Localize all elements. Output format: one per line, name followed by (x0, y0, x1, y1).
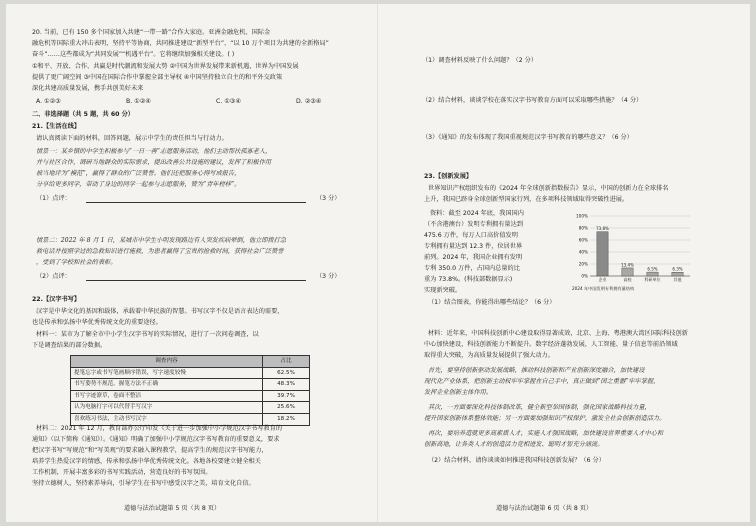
y-tick-label: 60% (578, 237, 588, 243)
q22-material2-line6: 坚持立德树人，坚持素养导向，引导学生在书写中感受汉字之美，培育文化自信。 (32, 480, 255, 487)
q21-scene1-line3: 被当地评为“模范”，赢得了群众的广泛赞誉。他们还把服务心得写成报告， (36, 170, 241, 177)
q21-scene2-line3: ，受到了学校和社会的表彰。 (36, 259, 117, 266)
q22-material2-line4: 培养学生热爱汉字的情感，传承和弘扬中华优秀传统文化。各地各校要建立健全相关 (32, 458, 261, 465)
q22-material2-line1: 材料二：2021 年 12 月，教育部办公厅印发《关于进一步加强中小学规范汉字书写教育的 (36, 425, 283, 432)
patent-bar-chart (568, 206, 696, 292)
q21-scene1-line4: 分享给更多同学，带动了身边的同学一起参与志愿服务，赞为“青年榜样”。 (36, 181, 241, 188)
q23-chart-text8: 实现新突破。 (424, 287, 462, 294)
answer-line (86, 202, 306, 203)
q22-ask3: （3）《通知》的发布体现了我国重视规范汉字书写教育的哪些意义？（6 分） (422, 134, 633, 141)
q22-intro1: 汉字是中华文化的基因和载体，承载着中华民族的智慧。书写汉字不仅是语言表达的需要， (36, 308, 284, 315)
table-row (71, 379, 310, 391)
y-tick-label: 100% (576, 213, 588, 219)
y-tick-label: 40% (578, 249, 588, 255)
table-row (71, 390, 310, 402)
x-tick-label: 其他 (673, 277, 682, 282)
x-tick-label: 科研单位 (644, 277, 661, 282)
table-header-row (71, 356, 310, 368)
q23-intro1: 世界知识产权组织发布的《2024 年全球创新指数报告》显示，中国的创新力在全球排名 (428, 185, 669, 192)
q24-material-line1: 材料：近年来，中国科技创新中心建设取得显著成效，北京、上海、粤港澳大湾区国际科技创新 (428, 330, 688, 337)
table-cell: 书写字迹潦草，卷面不整洁 (71, 390, 263, 402)
q24-handwritten-line1: 首先，要坚持创新驱动发展战略，推动科技创新和产业创新深度融合，加快建设 (428, 367, 645, 374)
q20-line2: 融危机等国际重大冲击表明，坚持平等协商，共同推进建设“新型平台”、“以 10 万个项目为共建的全新格局” (32, 40, 329, 47)
q20-option1: ①和平、开放、合作、共赢是时代潮流和发展大势 ②中国为世界发展带来新机遇，世界为中国发展 (32, 63, 299, 70)
q22-material1-line2: 下是调查结果的部分数据。 (32, 342, 107, 349)
q20-choice-c: C. ①③④ (216, 98, 241, 105)
q22-ask2: （2）结合材料，谈谈学校在落实汉字书写教育方面可以采取哪些措施？（4 分） (422, 97, 643, 104)
q20-line3: 奋斗”……这些都成为“共同发展”“机遇平台”。它将继续加强相关建设。( ) (32, 51, 235, 58)
q24-material-line3: 取得重大突破，为高质量发展提供了强大动力。 (424, 352, 554, 359)
q21-title: 21.【生活在线】 (32, 123, 81, 130)
q21-scene1-line2: 并与社区合作，调研当地群众的实际需求，提出改善公共设施的建议，发挥了积极作用 (36, 159, 272, 166)
right-page (378, 4, 750, 522)
bar-科研单位 (647, 272, 658, 276)
q20-choice-a: A. ①②③ (36, 98, 61, 105)
bar-高校 (622, 268, 633, 276)
bar-value-label: 13.4% (621, 262, 634, 268)
q23-chart-text7: 重为 73.8%。(科技部数据显示) (424, 276, 513, 283)
x-tick-label: 企业 (598, 277, 607, 282)
page-footer: 道德与法治试题第 5 页（共 8 页） (124, 505, 221, 512)
table-cell: 62.5% (263, 367, 310, 379)
q24-handwritten-line3: 发挥企业创新主体作用。 (424, 389, 493, 396)
q23-chart-text3: 475.6 万件，每万人口高价值发明 (424, 232, 518, 239)
q22-material2-line3: 把汉字书写“写规范”和“写美观”的要求融入课程教学，提高学生的规范汉字书写能力， (32, 447, 268, 454)
scanned-exam-sheet (6, 4, 750, 522)
q23-intro2: 上升，我国已跻身全球创新型国家行列，在多项科技领域取得突破性进展。 (424, 196, 629, 203)
page-fold (377, 4, 378, 522)
q24-handwritten-line7: 创新高地，让各类人才的创造活力竞相迸发、聪明才智充分涌流。 (424, 441, 604, 448)
bar-value-label: 6.3% (672, 266, 683, 272)
q23-chart-text5: 前列。2024 年，我国企业拥有发明 (424, 254, 523, 261)
q24-handwritten-line2: 现代化产业体系，把创新主动权牢牢掌握在自己手中，真正做到“国之重器”牢牢掌握， (424, 378, 660, 385)
q23-chart-text4: 专利拥有量达到 12.3 件，位居世界 (424, 243, 523, 250)
bar-其他 (672, 272, 683, 276)
q21-scene2-line2: 救电话并按照学过的急救知识进行施救，为患者赢得了宝贵的抢救时间，获得社会广泛赞誉 (36, 248, 284, 255)
q22-title: 22.【汉字书写】 (32, 296, 81, 303)
table-row (71, 367, 310, 379)
q21-scene1-line1: 情景一：某乡镇的中学生积极参与“一日一善”志愿服务活动，他们主动帮扶孤寡老人， (36, 148, 272, 155)
bar-value-label: 6.5% (647, 266, 658, 272)
section-two-heading: 二、非选择题（共 5 题，共 60 分） (32, 111, 134, 118)
q23-title: 23.【创新发展】 (424, 173, 473, 180)
q20-option2: 提供了更广阔空间 ③中国在国际合作中掌握全部主导权 ④中国坚持独立自主的和平外交政策 (32, 74, 283, 81)
q21-scene2-line1: 情景二：2022 年 8 月 1 日，某城市中学生小明发现路边有人突发疾病晕倒，他立即拨打急 (36, 237, 287, 244)
q21-score1: （3 分） (316, 195, 341, 202)
chart-caption: 2024 年中国发明专利拥有量结构 (572, 286, 635, 291)
q24-handwritten-line5: 提升国家创新体系整体效能；另一方面要加强知识产权保护，激发全社会创新创造活力。 (424, 415, 666, 422)
q21-ask2: （2）点评： (36, 273, 71, 280)
q23-ask: （1）结合图表，你能得出哪些结论？（6 分） (428, 299, 556, 306)
q22-material1-line1: 材料一：某市为了解全市中小学生汉字书写的实际情况，进行了一次问卷调查，以 (36, 331, 259, 338)
table-cell: 书写姿势不规范，握笔方法不正确 (71, 379, 263, 391)
y-tick-label: 0% (581, 273, 588, 279)
table-cell: 18.2% (263, 413, 310, 425)
answer-line (86, 280, 306, 281)
y-tick-label: 20% (578, 261, 588, 267)
table-cell: 39.7% (263, 390, 310, 402)
q23-chart-text6: 专利 350.0 万件，占国内总量的比 (424, 265, 520, 272)
q21-ask1: （1）点评： (36, 195, 71, 202)
q22-ask1: （1）调查材料反映了什么问题？（2 分） (422, 57, 538, 64)
q22-material2-line5: 工作机制，开展丰富多彩的书写实践活动，营造良好的书写氛围。 (32, 469, 212, 476)
table-header-cell: 占比 (263, 356, 310, 368)
survey-table (70, 355, 310, 426)
page-footer: 道德与法治试题第 6 页（共 8 页） (496, 505, 593, 512)
table-cell: 25.6% (263, 402, 310, 414)
q20-line1: 20. 当前，已有 150 多个国家加入共建“一带一路”合作大家庭。亚洲金融危机、国际金 (32, 29, 271, 36)
chart-bars (596, 226, 683, 282)
table-cell: 48.3% (263, 379, 310, 391)
table-header-cell: 调查内容 (71, 356, 263, 368)
table-cell: 提笔忘字或书写笔画顺序错误，写字速度较慢 (71, 367, 263, 379)
x-tick-label: 高校 (623, 277, 632, 282)
q23-chart-text2: （不含港澳台）发明专利拥有量达到 (424, 221, 523, 228)
q22-material2-line2: 通知》（以下简称《通知》）。《通知》明确了加强中小学规范汉字书写教育的重要意义，要求 (32, 436, 280, 443)
q20-choice-d: D. ②③④ (296, 98, 322, 105)
table-cell: 认为电脑打字可以代替手写汉字 (71, 402, 263, 414)
q20-choice-b: B. ①②④ (126, 98, 151, 105)
table-row (71, 402, 310, 414)
left-page (6, 4, 378, 522)
q24-material-line2: 中心加快建设，科技创新能力不断提升。数字经济蓬勃发展，人工智能、量子信息等前沿领域 (424, 341, 678, 348)
q22-intro2: 也是传承和弘扬中华优秀传统文化的重要途径。 (32, 319, 162, 326)
q21-intro: 请认真阅读下面的材料，回答问题，展示中学生的责任担当与行动力。 (36, 135, 228, 142)
q21-score2: （3 分） (316, 273, 341, 280)
y-tick-label: 80% (578, 225, 588, 231)
q24-ask: （2）结合材料，请你谈谈如何推进我国科技创新发展？（6 分） (428, 457, 605, 464)
q20-option3: 深化共建高质量发展，携手共创美好未来 (32, 85, 144, 92)
q24-handwritten-line6: 再次，要培养造就更多高素质人才，实施人才强国战略，加快建设世界重要人才中心和 (428, 430, 664, 437)
bar-value-label: 73.8% (596, 226, 609, 232)
q24-handwritten-line4: 其次，一方面要深化科技体制改革，健全新型举国体制，强化国家战略科技力量， (428, 404, 651, 411)
bar-企业 (597, 232, 608, 276)
table-cell: 喜欢练习书法，主动书写汉字 (71, 413, 263, 425)
q23-chart-text1: 资料：截至 2024 年底，我国国内 (430, 210, 524, 217)
